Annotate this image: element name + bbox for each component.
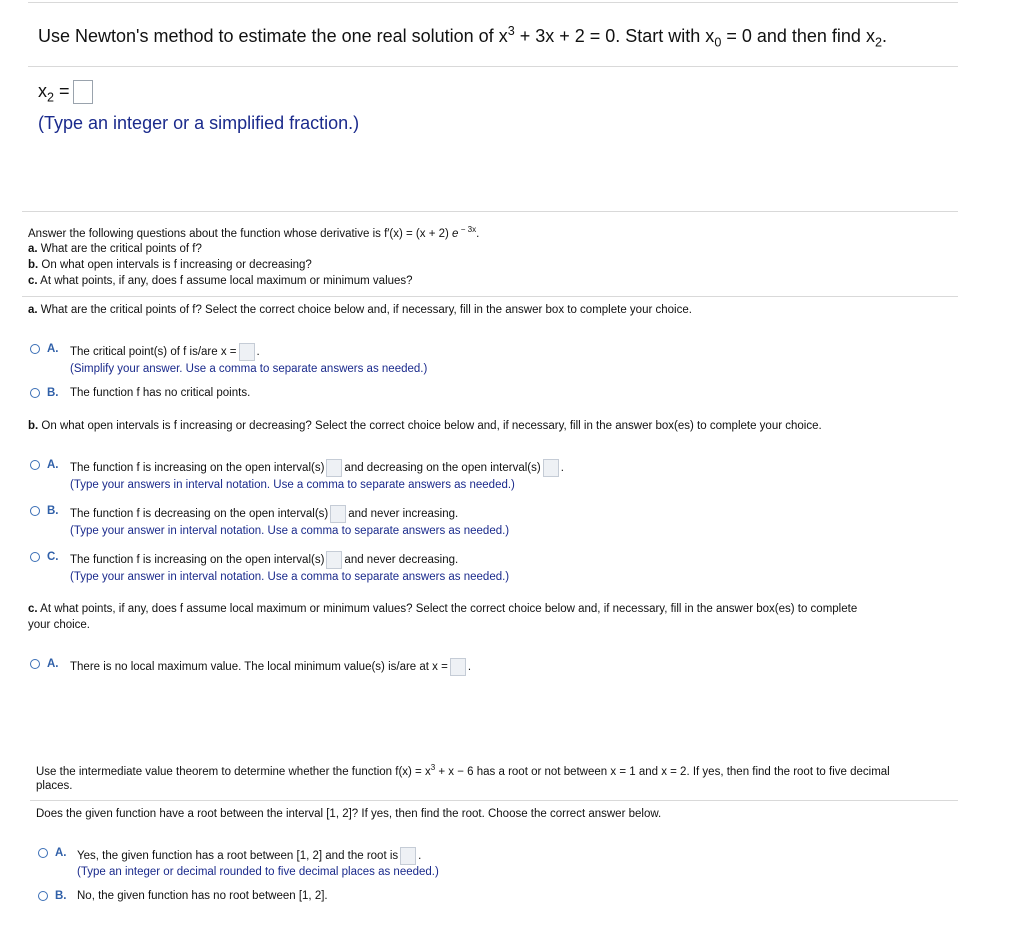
top-divider xyxy=(28,2,958,3)
q2-intro-divider xyxy=(22,296,958,297)
part-b-choice-a-radio[interactable] xyxy=(30,460,40,470)
q3-divider xyxy=(30,800,958,801)
part-a-choice-a-radio[interactable] xyxy=(30,344,40,354)
root-input[interactable] xyxy=(400,847,416,865)
q3-prompt: Does the given function have a root between the interval [1, 2]? If yes, then find the root. Choose the correct answer below. xyxy=(36,808,662,820)
q3-choice-a-letter: A. xyxy=(55,847,67,859)
part-b-choice-c-letter: C. xyxy=(47,551,59,563)
part-a-choice-a-hint: (Simplify your answer. Use a comma to separate answers as needed.) xyxy=(70,363,428,375)
q2-intro: Answer the following questions about the function whose derivative is f′(x) = (x + 2) e $^{- 3x}$. xyxy=(28,225,480,240)
increasing-only-input[interactable] xyxy=(326,551,342,569)
q3-choice-b-radio[interactable] xyxy=(38,891,48,901)
critical-points-input[interactable] xyxy=(239,343,255,361)
q3-intro: Use the intermediate value theorem to determine whether the function $f(x) = x^3 + x - 6$ has a root or not between x = 1 and x = 2. If yes, then find the root to five decimal xyxy=(36,763,890,778)
part-b-prompt: b. On what open intervals is f increasing or decreasing? Select the correct choice below and, if necessary, fill in the answer box(es) to complete your choice. xyxy=(28,420,822,432)
q2-sub-c: c. At what points, if any, does f assume local maximum or minimum values? xyxy=(28,275,413,287)
increasing-interval-input[interactable] xyxy=(326,459,342,477)
q3-choice-a-radio[interactable] xyxy=(38,848,48,858)
q2-sub-a: a. What are the critical points of f? xyxy=(28,243,202,255)
part-c-prompt: c. At what points, if any, does f assume local maximum or minimum values? Select the correct choice below and, if necessary, fill in the answer box(es) to complete xyxy=(28,603,858,615)
q1-hint: (Type an integer or a simplified fraction.) xyxy=(38,113,360,133)
q1-answer-input[interactable] xyxy=(73,80,93,104)
part-b-choice-c-radio[interactable] xyxy=(30,552,40,562)
part-a-choice-b-text: The function f has no critical points. xyxy=(70,387,251,399)
part-c-choice-a-letter: A. xyxy=(47,658,59,670)
part-b-choice-a-hint: (Type your answers in interval notation. Use a comma to separate answers as needed.) xyxy=(70,479,515,491)
part-b-choice-a-text: The function f is increasing on the open interval(s) and decreasing on the open interval(s) . xyxy=(70,459,564,477)
part-b-choice-b-radio[interactable] xyxy=(30,506,40,516)
part-b-choice-c-hint: (Type your answer in interval notation. Use a comma to separate answers as needed.) xyxy=(70,571,510,583)
q3-intro-line2: places. xyxy=(36,780,73,792)
part-b-choice-c-text: The function f is increasing on the open interval(s) and never decreasing. xyxy=(70,551,458,569)
part-b-choice-b-text: The function f is decreasing on the open interval(s) and never increasing. xyxy=(70,505,458,523)
decreasing-interval-input[interactable] xyxy=(543,459,559,477)
part-c-choice-a-text: There is no local maximum value. The local minimum value(s) is/are at x = . xyxy=(70,658,471,676)
part-a-choice-a-text: The critical point(s) of f is/are x = . xyxy=(70,343,260,361)
q1-answer-row: $x_2$ = xyxy=(38,80,93,104)
part-a-choice-a-letter: A. xyxy=(47,343,59,355)
q2-sub-b: b. On what open intervals is f increasing or decreasing? xyxy=(28,259,312,271)
part-c-prompt-line2: your choice. xyxy=(28,619,91,631)
part-b-choice-b-letter: B. xyxy=(47,505,59,517)
q2-top-divider xyxy=(22,211,958,212)
part-a-choice-b-radio[interactable] xyxy=(30,388,40,398)
q3-choice-a-text: Yes, the given function has a root between [1, 2] and the root is . xyxy=(77,847,421,865)
q3-choice-a-hint: (Type an integer or decimal rounded to five decimal places as needed.) xyxy=(77,866,439,878)
q1-question: Use Newton's method to estimate the one real solution of $x^3 + 3x + 2 = 0$. Start with $x_0 = 0$ and then find $x_2$. xyxy=(38,24,887,50)
q1-divider xyxy=(28,66,958,67)
q3-choice-b-letter: B. xyxy=(55,890,67,902)
q3-choice-b-text: No, the given function has no root between [1, 2]. xyxy=(77,890,328,902)
part-b-choice-b-hint: (Type your answer in interval notation. Use a comma to separate answers as needed.) xyxy=(70,525,510,537)
part-a-choice-b-letter: B. xyxy=(47,387,59,399)
part-c-choice-a-radio[interactable] xyxy=(30,659,40,669)
part-b-choice-a-letter: A. xyxy=(47,459,59,471)
part-a-prompt: a. What are the critical points of f? Select the correct choice below and, if necessary, fill in the answer box to complete your choice. xyxy=(28,304,692,316)
local-min-input[interactable] xyxy=(450,658,466,676)
decreasing-only-input[interactable] xyxy=(330,505,346,523)
